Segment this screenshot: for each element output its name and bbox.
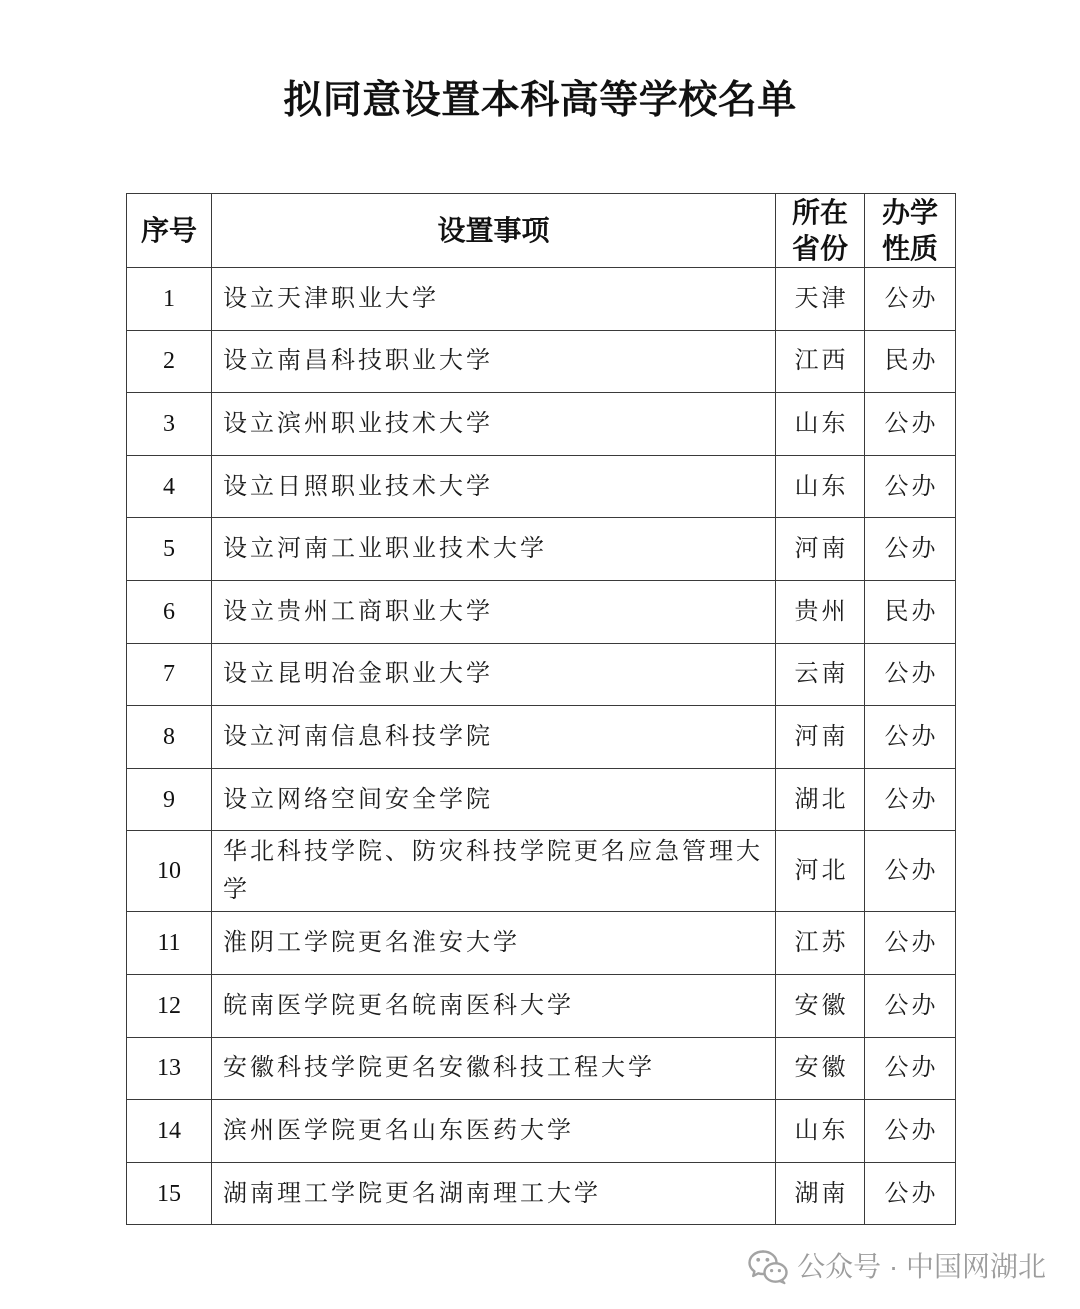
row-item: 设立南昌科技职业大学 bbox=[212, 330, 776, 393]
watermark-text: 公众号 · 中国网湖北 bbox=[797, 1251, 1046, 1282]
table-row bbox=[127, 580, 956, 643]
row-nature: 公办 bbox=[865, 1162, 956, 1225]
row-province: 云南 bbox=[776, 643, 865, 706]
row-nature: 民办 bbox=[865, 330, 956, 393]
row-nature: 公办 bbox=[865, 643, 956, 706]
row-province: 天津 bbox=[776, 268, 865, 331]
row-province: 江苏 bbox=[776, 912, 865, 975]
row-item: 设立昆明冶金职业大学 bbox=[212, 643, 776, 706]
row-number: 12 bbox=[127, 974, 212, 1037]
table-header-row bbox=[127, 194, 956, 268]
row-number: 10 bbox=[127, 831, 212, 912]
row-nature: 民办 bbox=[865, 580, 956, 643]
row-province: 湖北 bbox=[776, 768, 865, 831]
table-row bbox=[127, 393, 956, 456]
row-number: 2 bbox=[127, 330, 212, 393]
row-number: 1 bbox=[127, 268, 212, 331]
row-item: 淮阴工学院更名淮安大学 bbox=[212, 912, 776, 975]
row-province: 安徽 bbox=[776, 1037, 865, 1100]
header-nature bbox=[865, 194, 956, 268]
row-item: 安徽科技学院更名安徽科技工程大学 bbox=[212, 1037, 776, 1100]
row-number: 5 bbox=[127, 518, 212, 581]
row-item: 设立贵州工商职业大学 bbox=[212, 580, 776, 643]
row-number: 7 bbox=[127, 643, 212, 706]
row-province: 江西 bbox=[776, 330, 865, 393]
row-nature: 公办 bbox=[865, 455, 956, 518]
header-nature-line-2: 性质 bbox=[881, 232, 938, 264]
table-row bbox=[127, 706, 956, 769]
row-number: 6 bbox=[127, 580, 212, 643]
row-item: 湖南理工学院更名湖南理工大学 bbox=[212, 1162, 776, 1225]
row-nature: 公办 bbox=[865, 268, 956, 331]
row-number: 14 bbox=[127, 1100, 212, 1163]
row-item: 设立滨州职业技术大学 bbox=[212, 393, 776, 456]
row-number: 9 bbox=[127, 768, 212, 831]
row-number: 4 bbox=[127, 455, 212, 518]
row-item: 设立河南信息科技学院 bbox=[212, 706, 776, 769]
row-number: 8 bbox=[127, 706, 212, 769]
row-nature: 公办 bbox=[865, 768, 956, 831]
table-row bbox=[127, 974, 956, 1037]
document-title: 拟同意设置本科高等学校名单 bbox=[283, 79, 797, 122]
row-item: 滨州医学院更名山东医药大学 bbox=[212, 1100, 776, 1163]
school-list-table bbox=[126, 193, 956, 1225]
row-province: 山东 bbox=[776, 1100, 865, 1163]
row-nature: 公办 bbox=[865, 518, 956, 581]
table-row bbox=[127, 1037, 956, 1100]
row-item: 设立河南工业职业技术大学 bbox=[212, 518, 776, 581]
table-row bbox=[127, 912, 956, 975]
row-province: 河北 bbox=[776, 831, 865, 912]
header-index: 序号 bbox=[127, 194, 212, 268]
table-row bbox=[127, 1162, 956, 1225]
header-province-line-1: 所在 bbox=[791, 196, 848, 228]
row-province: 山东 bbox=[776, 455, 865, 518]
row-nature: 公办 bbox=[865, 1037, 956, 1100]
row-number: 3 bbox=[127, 393, 212, 456]
row-nature: 公办 bbox=[865, 831, 956, 912]
row-province: 河南 bbox=[776, 518, 865, 581]
header-province bbox=[776, 194, 865, 268]
header-nature-line-1: 办学 bbox=[881, 196, 938, 228]
row-province: 河南 bbox=[776, 706, 865, 769]
row-number: 11 bbox=[127, 912, 212, 975]
table-row bbox=[127, 831, 956, 912]
row-province: 湖南 bbox=[776, 1162, 865, 1225]
table-row bbox=[127, 518, 956, 581]
row-number: 15 bbox=[127, 1162, 212, 1225]
header-province-line-2: 省份 bbox=[791, 232, 848, 264]
table-row bbox=[127, 268, 956, 331]
watermark bbox=[747, 1248, 1046, 1286]
table-row bbox=[127, 1100, 956, 1163]
row-number: 13 bbox=[127, 1037, 212, 1100]
row-item: 设立网络空间安全学院 bbox=[212, 768, 776, 831]
table-row bbox=[127, 455, 956, 518]
row-nature: 公办 bbox=[865, 974, 956, 1037]
row-province: 安徽 bbox=[776, 974, 865, 1037]
row-item: 华北科技学院、防灾科技学院更名应急管理大学 bbox=[212, 831, 776, 912]
row-nature: 公办 bbox=[865, 706, 956, 769]
wechat-icon bbox=[747, 1249, 789, 1285]
row-item: 设立日照职业技术大学 bbox=[212, 455, 776, 518]
table-row bbox=[127, 330, 956, 393]
row-province: 贵州 bbox=[776, 580, 865, 643]
row-nature: 公办 bbox=[865, 393, 956, 456]
row-province: 山东 bbox=[776, 393, 865, 456]
row-nature: 公办 bbox=[865, 912, 956, 975]
header-item: 设置事项 bbox=[212, 194, 776, 268]
row-item: 设立天津职业大学 bbox=[212, 268, 776, 331]
table-row bbox=[127, 643, 956, 706]
row-nature: 公办 bbox=[865, 1100, 956, 1163]
table-row bbox=[127, 768, 956, 831]
row-item: 皖南医学院更名皖南医科大学 bbox=[212, 974, 776, 1037]
